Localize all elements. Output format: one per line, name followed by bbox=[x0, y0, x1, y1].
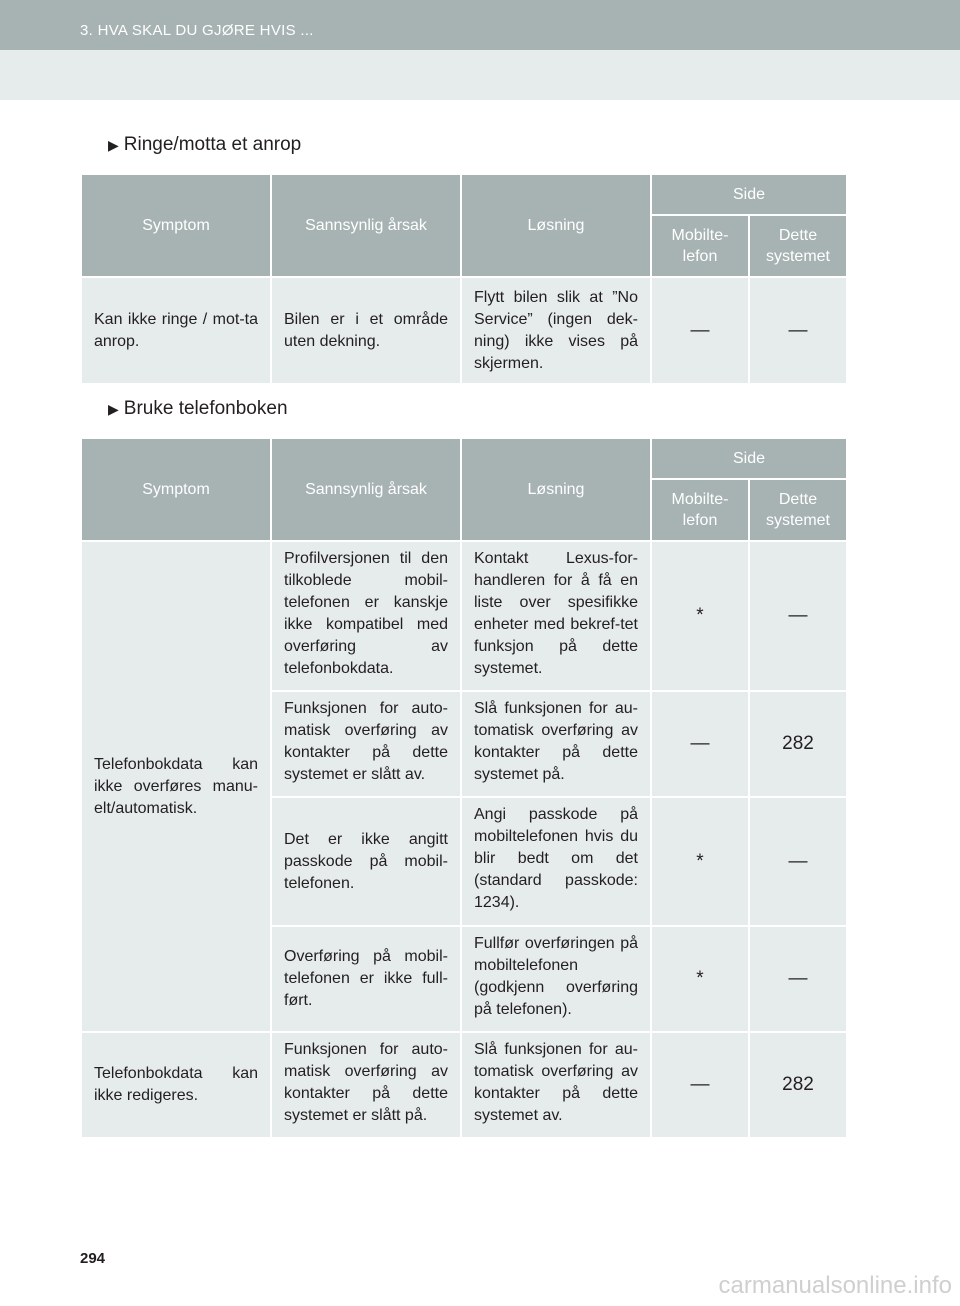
solution-cell: Slå funksjonen for au-tomatisk overføring av kontakter på dette systemet av. bbox=[461, 1032, 651, 1138]
page-number: 294 bbox=[80, 1250, 106, 1267]
solution-cell: Fullfør overføringen på mobiltelefonen (godkjenn overføring på telefonen). bbox=[461, 926, 651, 1032]
header-band bbox=[0, 50, 960, 100]
section-heading-text: Bruke telefonboken bbox=[123, 398, 288, 419]
column-header-symptom: Symptom bbox=[81, 438, 271, 541]
system-page-cell: 282 bbox=[749, 1032, 847, 1138]
triangle-bullet-icon: ▶ bbox=[108, 136, 119, 153]
watermark: carmanualsonline.info bbox=[718, 1272, 952, 1299]
symptom-cell: Telefonbokdata kan ikke overføres manu-elt/automatisk. bbox=[81, 541, 271, 1032]
table-phonebook bbox=[80, 437, 848, 1139]
section-heading-phonebook bbox=[108, 398, 288, 420]
column-header-system: Dette systemet bbox=[749, 479, 847, 541]
cause-cell: Funksjonen for auto-matisk overføring av kontakter på dette systemet er slått på. bbox=[271, 1032, 461, 1138]
mobile-page-cell: — bbox=[651, 691, 749, 797]
chapter-title: 3. HVA SKAL DU GJØRE HVIS ... bbox=[80, 22, 314, 39]
column-header-solution: Løsning bbox=[461, 438, 651, 541]
column-header-system: Dette systemet bbox=[749, 215, 847, 277]
cause-cell: Bilen er i et område uten dekning. bbox=[271, 277, 461, 384]
column-header-mobile: Mobilte-lefon bbox=[651, 479, 749, 541]
symptom-cell: Telefonbokdata kan ikke redigeres. bbox=[81, 1032, 271, 1138]
section-heading-text: Ringe/motta et anrop bbox=[123, 134, 302, 155]
column-header-cause: Sannsynlig årsak bbox=[271, 174, 461, 277]
system-page-cell: — bbox=[749, 541, 847, 691]
section-heading-call bbox=[108, 134, 301, 156]
system-page-cell: 282 bbox=[749, 691, 847, 797]
cause-cell: Det er ikke angitt passkode på mobil-telefonen. bbox=[271, 797, 461, 926]
solution-cell: Angi passkode på mobiltelefonen hvis du blir bedt om det (standard passkode: 1234). bbox=[461, 797, 651, 926]
solution-cell: Flytt bilen slik at ”No Service” (ingen dek-ning) ikke vises på skjermen. bbox=[461, 277, 651, 384]
mobile-page-cell: — bbox=[651, 1032, 749, 1138]
system-page-cell: — bbox=[749, 926, 847, 1032]
column-header-page: Side bbox=[651, 174, 847, 215]
system-page-cell: — bbox=[749, 277, 847, 384]
symptom-cell: Kan ikke ringe / mot-ta anrop. bbox=[81, 277, 271, 384]
column-header-symptom: Symptom bbox=[81, 174, 271, 277]
table-row bbox=[81, 277, 847, 384]
column-header-page: Side bbox=[651, 438, 847, 479]
mobile-page-cell: — bbox=[651, 277, 749, 384]
column-header-solution: Løsning bbox=[461, 174, 651, 277]
column-header-mobile: Mobilte-lefon bbox=[651, 215, 749, 277]
cause-cell: Funksjonen for auto-matisk overføring av kontakter på dette systemet er slått av. bbox=[271, 691, 461, 797]
column-header-cause: Sannsynlig årsak bbox=[271, 438, 461, 541]
table-call bbox=[80, 173, 848, 385]
mobile-page-cell: * bbox=[651, 797, 749, 926]
table-row bbox=[81, 541, 847, 691]
solution-cell: Kontakt Lexus-for-handleren for å få en liste over spesifikke enheter med bekref-tet funksjon på dette systemet. bbox=[461, 541, 651, 691]
system-page-cell: — bbox=[749, 797, 847, 926]
solution-cell: Slå funksjonen for au-tomatisk overføring av kontakter på dette systemet på. bbox=[461, 691, 651, 797]
cause-cell: Profilversjonen til den tilkoblede mobil-telefonen er kanskje ikke kompatibel med overføring av telefonbokdata. bbox=[271, 541, 461, 691]
mobile-page-cell: * bbox=[651, 926, 749, 1032]
mobile-page-cell: * bbox=[651, 541, 749, 691]
triangle-bullet-icon: ▶ bbox=[108, 400, 119, 417]
table-row bbox=[81, 1032, 847, 1138]
cause-cell: Overføring på mobil-telefonen er ikke full-ført. bbox=[271, 926, 461, 1032]
